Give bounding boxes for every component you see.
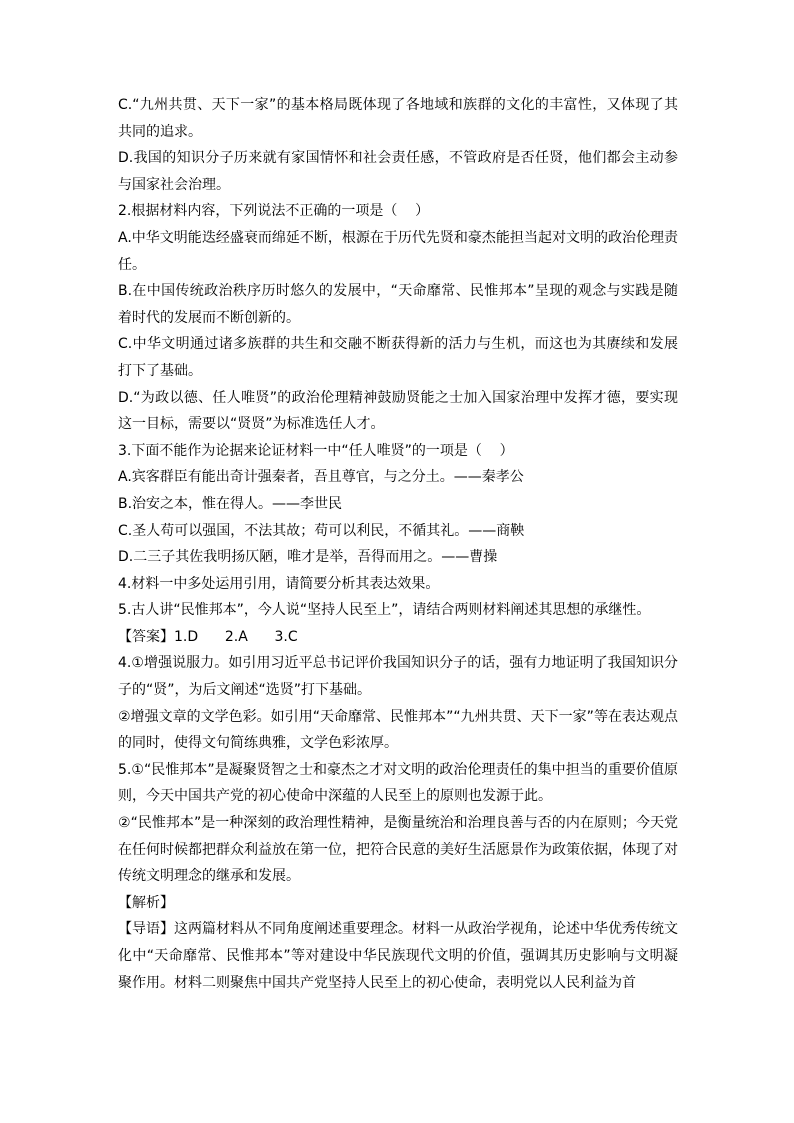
question-5: 5.古人讲“民惟邦本”，今人说“坚持人民至上”，请结合两则材料阐述其思想的承继性。 [118, 602, 651, 619]
q2-option-b: B.在中国传统政治秩序历时悠久的发展中，“天命靡常、民惟邦本”呈现的观念与实践是随着时代的发展而不断创新的。 [118, 283, 678, 326]
q3-option-c: C.圣人苟可以强国，不法其故；苟可以利民，不循其礼。——商鞅 [118, 522, 525, 539]
answer-4-point-1: 4.①增强说服力。如引用习近平总书记评价我国知识分子的话，强有力地证明了我国知识分子的“贤”，为后文阐述“选贤”打下基础。 [118, 655, 678, 699]
answer-key: 【答案】1.D 2.A 3.C [118, 628, 298, 645]
answer-4-point-2: ②增强文章的文学色彩。如引用“天命靡常、民惟邦本”“九州共贯、天下一家”等在表达观点的同时，使得文句简练典雅，文学色彩浓厚。 [118, 708, 678, 752]
q2-option-a: A.中华文明能迭经盛衰而绵延不断，根源在于历代先贤和豪杰能担当起对文明的政治伦理责任。 [118, 229, 678, 273]
analysis-intro: 【导语】这两篇材料从不同角度阐述重要理念。材料一从政治学视角，论述中华优秀传统文化中“天命靡常、民惟邦本”等对建设中华民族现代文明的价值，强调其历史影响与文明凝聚作用。材料二则聚焦中国共产党坚持人民至上的初心使命，表明党以人民利益为首 [118, 921, 678, 991]
analysis-heading: 【解析】 [118, 894, 174, 911]
question-2: 2.根据材料内容，下列说法不正确的一项是（ ） [118, 203, 430, 220]
option-c-paragraph: C.“九州共贯、天下一家”的基本格局既体现了各地域和族群的文化的丰富性，又体现了其共同的追求。 [118, 97, 678, 140]
q2-option-d: D.“为政以德、任人唯贤”的政治伦理精神鼓励贤能之士加入国家治理中发挥才德，要实现这一目标，需要以“贤贤”为标准选任人才。 [118, 389, 678, 433]
q3-option-b: B.治安之本，惟在得人。——李世民 [118, 495, 343, 512]
question-3: 3.下面不能作为论据来论证材料一中“任人唯贤”的一项是（ ） [118, 442, 514, 459]
document-body [118, 92, 678, 996]
q3-option-d: D.二三子其佐我明扬仄陋，唯才是举，吾得而用之。——曹操 [118, 549, 498, 566]
q2-option-c: C.中华文明通过诸多族群的共生和交融不断获得新的活力与生机，而这也为其赓续和发展打下了基础。 [118, 336, 678, 379]
answer-5-point-2: ②“民惟邦本”是一种深刻的政治理性精神，是衡量统治和治理良善与否的内在原则；今天党在任何时候都把群众利益放在第一位，把符合民意的美好生活愿景作为政策依据，体现了对传统文明理念的继承和发展。 [118, 815, 678, 885]
question-4: 4.材料一中多处运用引用，请简要分析其表达效果。 [118, 575, 440, 592]
answer-5-point-1: 5.①“民惟邦本”是凝聚贤智之士和豪杰之才对文明的政治伦理责任的集中担当的重要价值原则，今天中国共产党的初心使命中深蕴的人民至上的原则也发源于此。 [118, 761, 678, 805]
option-d-paragraph: D.我国的知识分子历来就有家国情怀和社会责任感，不管政府是否任贤，他们都会主动参与国家社会治理。 [118, 150, 678, 193]
q3-option-a: A.宾客群臣有能出奇计强秦者，吾且尊官，与之分土。——秦孝公 [118, 469, 524, 486]
